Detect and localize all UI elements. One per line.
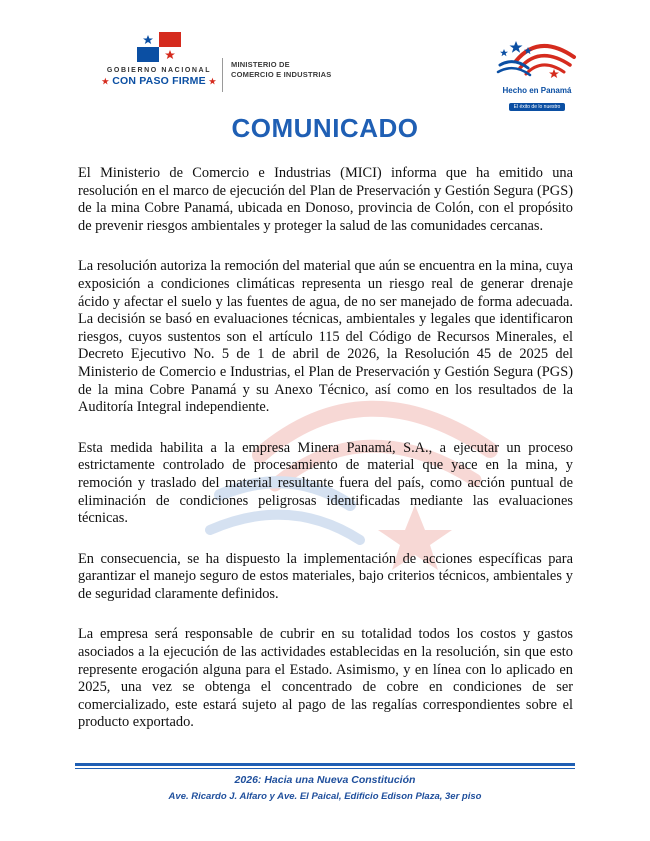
gov-logo [95, 28, 223, 98]
footer-rule [75, 768, 575, 769]
gov-logo-line2 [95, 75, 223, 87]
document-body [78, 165, 573, 755]
hecho-logo-name: Hecho en Panamá [502, 86, 572, 95]
panama-flag-icon [137, 32, 181, 62]
header-divider [222, 58, 223, 92]
paragraph: Esta medida habilita a la empresa Minera Panamá, S.A., a ejecutar un proceso estrictamente controlado de procesamiento de material que yace en la mina, y remoción y traslado del material resultante fuera del país, como acción puntual de eliminación de condiciones peligrosas identificadas mediante las evaluaciones técnicas. [78, 439, 573, 527]
star-icon: ★ [208, 77, 217, 86]
ministry-line1: MINISTERIO DE [231, 60, 290, 69]
ministry-name [231, 60, 331, 80]
paragraph: El Ministerio de Comercio e Industrias (MICI) informa que ha emitido una resolución en el marco de ejecución del Plan de Preservación y Gestión Segura (PGS) de la mina Cobre Panamá, ubicada en Donoso, provincia de Colón, con el propósito de prevenir riesgos ambientales y proteger la salud de las comunidades cercanas. [78, 165, 573, 234]
footer-rule [75, 763, 575, 766]
paragraph: En consecuencia, se ha dispuesto la implementación de acciones específicas para garantizar el manejo seguro de estos materiales, bajo criterios técnicos, ambientales y de seguridad claramente definidos. [78, 550, 573, 602]
gov-logo-slogan: CON PASO FIRME [112, 75, 206, 87]
hecho-en-panama-emblem-icon [494, 35, 580, 83]
star-icon: ★ [101, 77, 110, 86]
footer-address: Ave. Ricardo J. Alfaro y Ave. El Paical, Edificio Edison Plaza, 3er piso [168, 791, 482, 802]
paragraph: La resolución autoriza la remoción del material que aún se encuentra en la mina, cuya exposición a condiciones climáticas representa un riesgo real de generar drenaje ácido y afectar el suelo y las fuentes de agua, de no ser manejado de forma adecuada. La decisión se basó en evaluaciones técnicas, ambientales y legales que identificaron riesgos, cuyos sustentos son el artículo 115 del Código de Recursos Minerales, el Decreto Ejecutivo No. 5 de 1 de abril de 2026, la Resolución 45 de 2025 del Ministerio de Comercio e Industrias, el Plan de Preservación y Gestión Segura (PGS) de la mina Cobre Panamá y su Anexo Técnico, así como en los resultados de la Auditoría Integral independiente. [78, 258, 573, 416]
gov-logo-line1: GOBIERNO NACIONAL [106, 67, 212, 74]
footer-motto: 2026: Hacia una Nueva Constitución [234, 774, 416, 786]
hecho-logo-tagline: El éxito de lo nuestro [509, 103, 566, 111]
paragraph: La empresa será responsable de cubrir en su totalidad todos los costos y gastos asociados a la ejecución de las actividades establecidas en la resolución, sin que esto represente erogación alguna para el Estado. Asimismo, y en línea con lo aplicado en 2025, una vez se obtenga el concentrado de cobre en condiciones de ser comercializado, este estará sujeto al pago de las regalías correspondientes sobre el producto exportado. [78, 626, 573, 731]
page-title: COMUNICADO [231, 113, 419, 143]
ministry-line2: COMERCIO E INDUSTRIAS [231, 70, 332, 79]
hecho-en-panama-logo [494, 35, 580, 120]
